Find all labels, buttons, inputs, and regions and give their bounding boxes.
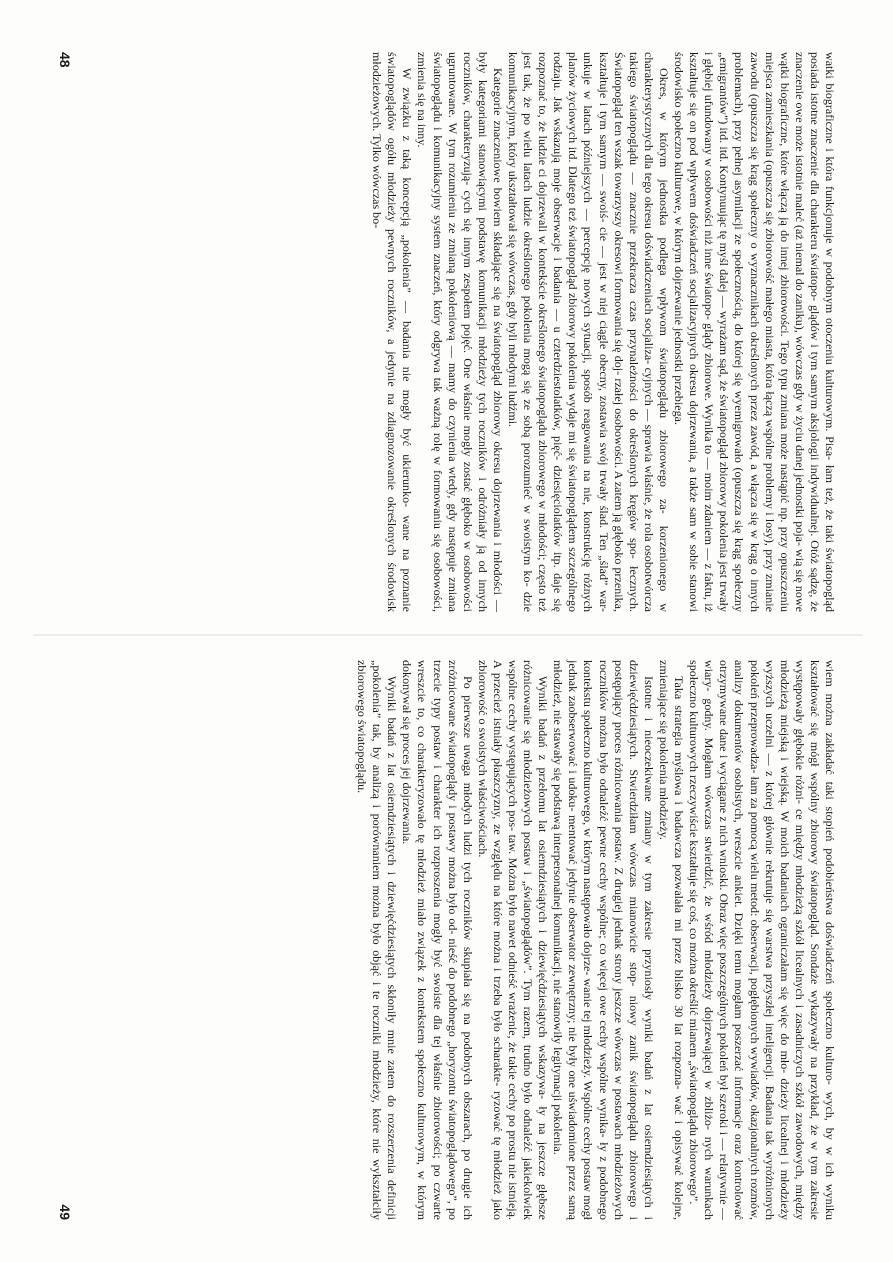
right-page xyxy=(57,660,837,1220)
paragraph: Po pierwsze uwaga młodych ludzi tych roczników skupiała się na podobnych obszarach, po drugie ich zróżnicowane światopoglądy i postawy można było od- nieść do podobnego „horyzontu światopoglądowego”, po trzecie typy postaw i charakter ich rozproszenia mogły być swoiste dla tej właśnie zbiorowości; po czwarte wreszcie to, co charakteryzowało tę młodzież miało związek z kontekstem społeczno kulturowym, w którym dokonywał się proces jej dojrzewania. xyxy=(400,660,475,1220)
paragraph: Taka strategia myślowa i badawcza pozwalała mi przez blisko 30 lat rozpozna- wać i opisywać kolejne, zmieniające się pokolenia młodzieży. xyxy=(656,660,687,1220)
paragraph: watki biograficzne i która funkcjonuje w podobnym otoczeniu kulturowym. Pisa- łam też, że taki światopogląd posiada istotne znaczenie dla charakteru światopo- glądów i tym samym aksjologii indywidualnej. Otóż sądzę, że znaczenie owe może istotnie maleć (aż niemal do zaniku), wówczas gdy w życiu danej jednostki poja- wią się nowe wątki biograficzne, które włączą ją do innej zbiorowości. Tego typu zmiana może nastąpić np. przy opuszczeniu miejsca zamieszkania (opuszcza się zbiorowość małego miasta, która łączą wspólne problemy i losy), przy zmianie zawodu (opuszcza się krąg społeczny o wyznacznikach określonych przez zawód, a włącza się w krąg o innych problemach), przy pełnej asymilacji ze społecznością, do której się wyemigrowało (opuszcza się krąg społeczny „emigrantów”) itd. itd. Kontynuując tę myśl dalej — wyrażam sąd, że światopogląd zbiorowy pokolenia jest trwały i głębiej ufundowany w osobowości niż inne światopo- glądy zbiorowe. Wynika to — moim zdaniem — z faktu, iż kształtuje się on pod wpływem doświadczeń socjalizacyjnych okresu dojrzewania, a także sam w sobie stanowi środowisko społeczno kulturowe, w którym dojrzewanie jednostki przebiega. xyxy=(672,52,837,612)
page-number: 48 xyxy=(57,52,73,68)
paragraph: wiem można zakładać taki stopień podobieństwa doświadczeń społeczno kulturo- wych, by w ich wyniku kształtować się mógł wspólny zbiorowy światopogląd. Sondaże wykazywały na przykład, że w tym zakresie występowały głębokie różni- ce między młodzieżą szkół licealnych i zasadniczych szkół zawodowych, między młodzieżą miejską i wiejską. W moich badaniach ograniczałam się więc do mło- dzieży licealnej i młodzieży wyższych uczelni — z której głównie rekrutuje się warstwa przyszłej inteligencji. Badania tak wyróżnionych pokoleń przeprowadza- łam za pomocą wielu metod: obserwacji, pogłębionych wywiadów, okazjonalnych rozmów, analizy dokumentów osobistych, wreszcie ankiet. Dzięki temu mogłam poszerzać informacje oraz kontrolować otrzymywane dane i wyciągane z nich wnioski. Obraz więc poszczególnych pokoleń był szeroki i — relatywnie — wiary- godny. Mogłam wówczas stwierdzić, że wśród młodzieży dojrzewającej w zbliżo- nych warunkach społeczno kulturowych rzeczywiście kształtuje się coś, co można określić mianem „światopoglądu zbiorowego”. xyxy=(687,660,837,1220)
page-number: 49 xyxy=(57,1204,73,1220)
right-page-text xyxy=(354,660,837,1220)
paragraph: W związku z taką koncepcją „pokolenia” — badania nie mogły być ukierunko- wane na poznanie światopoglądów ogółu młodzieży pewnych roczników, a jedynie na zdiagnozowanie określonych środowisk młodzieżowych. Tylko wówczas bo- xyxy=(370,52,415,612)
paragraph: Wyniki badań z przełomu lat osiemdziesiątych i dziewięćdziesiątych wskazywa- ły na jeszcze głębsze różnicowanie się młodzieżowych postaw i „światopoglądów”. Tym razem, trudno było odnaleźć jakiekolwiek wspólne cechy występujących pos- taw. Można było nawet odnieść wrażenie, że takie cechy po prostu nie istnieją. A przecież istniały płaszczyzny, ze względu na które można i trzeba było scharakte- ryzować tę młodzież jako zbiorowość o swoistych właściwościach. xyxy=(475,660,551,1220)
left-page-text xyxy=(369,52,837,612)
paragraph: Wyniki badań z lat osiemdziesiątych i dziewięćdziesiątych skłoniły mnie zatem do rozszerzenia definicji „pokolenia” tak, by analizą i porównaniem można było objąć i te roczniki młodzieży, które nie wykształciły zbiorowego światopoglądu. xyxy=(355,660,400,1220)
left-page xyxy=(57,52,837,612)
paragraph: Istotne i nieoczekiwane zmiany w tym zakresie przyniosły wyniki badań z lat osiemdziesiątych i dziewięćdziesiątych. Stwierdziłam wówczas mianowicie stop- niowy zanik światopoglądu zbiorowego i postępujący proces różnicowania postaw. Z drugiej jednak strony jeszcze wówczas w postawach młodzieżowych roczników można było odnaleźć pewne cechy wspólne; co więcej owe cechy wspólne wynika- ły z podobnego kontekstu społeczno kulturowego, w którym następowało dojrze- wanie tej młodzieży. Wspólne cechy postaw mogł jednak zaobserwować i udoku- mentować jedynie obserwator zewnętrzny; nie były one uświadomione przez samą młodzież, nie stawały się podstawą interpersonalnej komunikacji, nie stanowiły legitymacji pokolenia. xyxy=(551,660,656,1220)
book-gutter xyxy=(33,634,863,636)
paragraph: Kategorie znaczeniowe bowiem składające się na światopogląd zbiorowy okresu dojrzewania i młodości — były kategoriami stanowiącymi podstawę komunikacji młodzieży tych roczników i odróżniały ją od innych roczników, charakteryzują- cych się innym zespołem pojęć. One właśnie mogły zostać głęboko w osobowości ugruntowane. W tym rozumieniu ze zmianą pokoleniową — mamy do czynienia wtedy, gdy następuje zmiana światopoglądu i komunikacyjny system znaczeń, który odgrywa tak ważną rolę w formowaniu się osobowości, zmienia się na inny. xyxy=(415,52,505,612)
paragraph: Okres, w którym jednostka podlega wpływom światopoglądu zbiorowego za- korzenionego w charakterystycznych dla tego okresu doświadczeniach socjaliza- cyjnych — sprawia właśnie, że rola osobotwórcza takiego światopoglądu — znacznie przekracza czas przynależności do określonych kręgów spo- łecznych. Światopogląd ten wszak towarzyszy okresowi formowania się doj- rzałej osobowości. A zatem ją głęboko przenika, kształtuje i tym samym — swoiś- cie — jest w niej ciągle obecny, zostawia swój trwały ślad. Ten „ślad” war- unkuje w latach późniejszych — percepcję nowych sytuacji, sposób reagowania na nie, konstrukcję różnych planów życiowych itd. Dlatego też światopogląd zbiorowy pokolenia wydaje mi się światopoglądem szczególnego rodzaju. Jak wskazują moje obserwacje i badania — u czterdziestolatków, pięć- dziesięciolatków itp. daje się rozpoznać to, że ludzie ci dojrzewali w kontekście określonego światopoglądu zbiorowego w młodości; często też jest tak, że po wielu latach ludzie określonego pokolenia mogą się ze sobą porozumieć w swoistym ko- dzie komunikacyjnym, który ukształtował się wówczas, gdy byli młodymi ludźmi. xyxy=(506,52,671,612)
